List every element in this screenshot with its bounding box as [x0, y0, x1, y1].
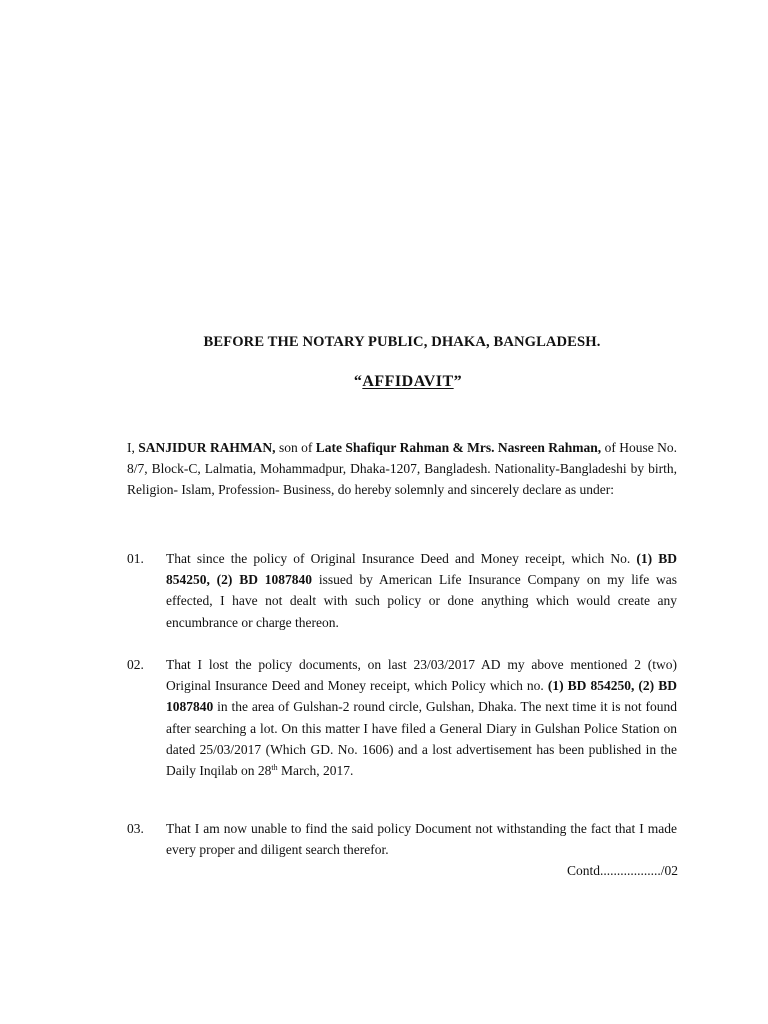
title-open-quote: “ [353, 373, 363, 390]
title-word: AFFIDAVIT [362, 373, 454, 390]
item-02-text-a: That I lost the policy documents, on last 23/03/2017 AD my above mentioned 2 (two) Original Insurance Deed and Money receipt, which Policy which no. [166, 657, 677, 694]
intro-text-1: I, [127, 440, 139, 455]
title-close-quote: ” [453, 373, 463, 390]
item-01-policy-numbers: (1) BD 854250, (2) BD 1087840 [166, 551, 677, 588]
item-02-ordinal-suffix: th [271, 763, 278, 773]
document-title [0, 373, 768, 391]
item-02-text-d: March, 2017. [277, 763, 354, 779]
parents-names: Late Shafiqur Rahman & Mrs. Nasreen Rahman, [315, 440, 602, 455]
item-number-01: 01. [127, 551, 144, 566]
item-paragraph-01 [166, 548, 677, 633]
intro-paragraph [127, 437, 677, 501]
continued-marker: Contd................../02 [566, 863, 678, 878]
item-01-text-c: issued by American Life Insurance Company on my life was effected, I have not dealt with such policy or done anything which would create any encumbrance or charge thereon. [166, 572, 678, 630]
item-02-policy-numbers: (1) BD 854250, (2) BD 1087840 [166, 678, 677, 715]
deponent-name: SANJIDUR RAHMAN, [138, 440, 276, 455]
item-number-02: 02. [127, 657, 144, 672]
item-paragraph-02 [166, 654, 677, 781]
intro-text-3: of House No. 8/7, Block-C, Lalmatia, Mohammadpur, Dhaka-1207, Bangladesh. Nationality-Bangladeshi by birth, Religion- Islam, Profession- Business, do hereby solemnly and sincerely declare as under: [127, 440, 678, 498]
item-paragraph-03 [166, 818, 677, 860]
item-02-text-c: in the area of Gulshan-2 round circle, Gulshan, Dhaka. The next time it is not found after searching a lot. On this matter I have filed a General Diary in Gulshan Police Station on dated 25/03/2017 (Which GD. No. 1606) and a lost advertisement has been published in the Daily Inqilab on 28 [166, 699, 677, 779]
item-03-text-a: That I am now unable to find the said policy Document not withstanding the fact that I made every proper and diligent search therefor. [166, 821, 677, 858]
item-number-03: 03. [127, 821, 144, 836]
intro-text-2: son of [275, 440, 316, 455]
item-01-text-a: That since the policy of Original Insurance Deed and Money receipt, which No. [166, 551, 637, 566]
court-heading: BEFORE THE NOTARY PUBLIC, DHAKA, BANGLADESH. [203, 334, 601, 350]
